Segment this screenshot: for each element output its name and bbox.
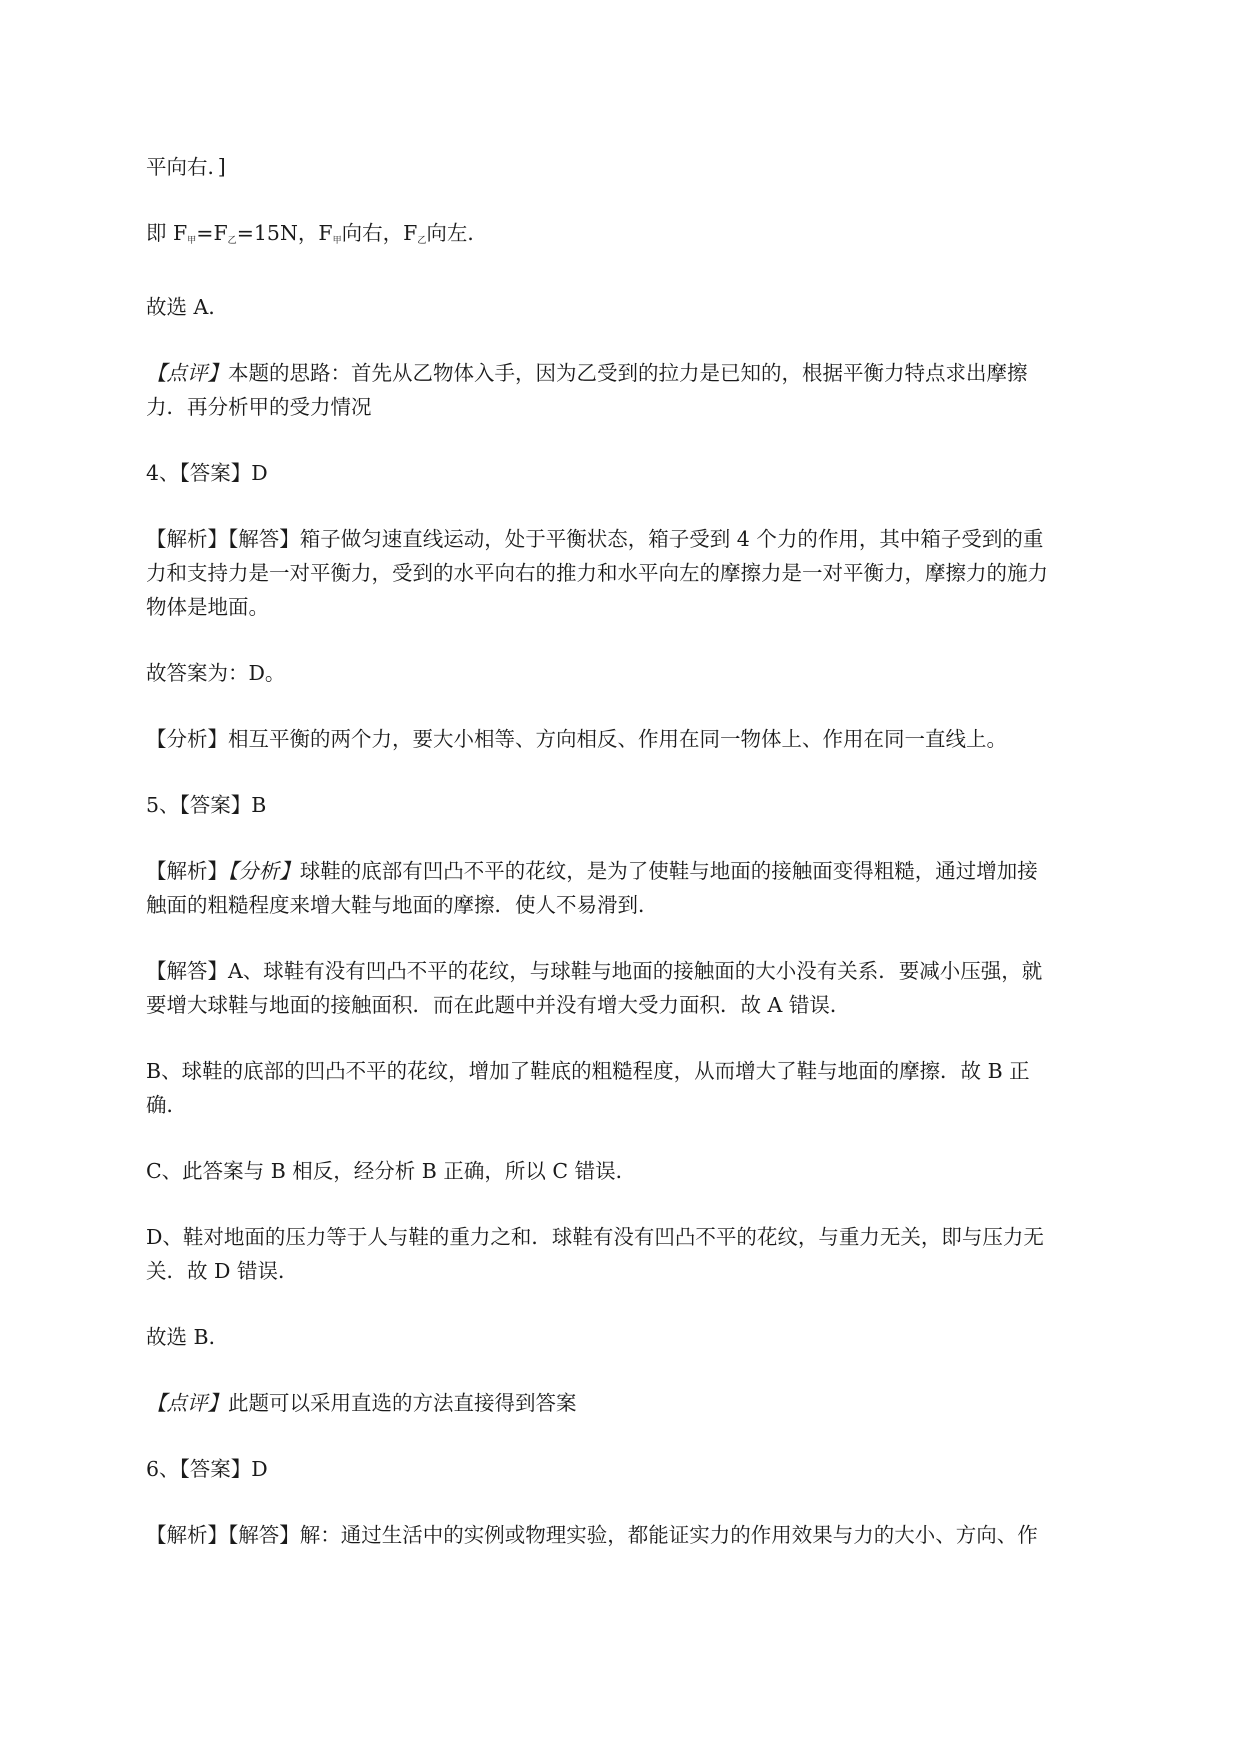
text-fragment — [146, 150, 1146, 184]
comment-paragraph — [146, 356, 1146, 424]
equation-part: =15N，F — [236, 221, 333, 245]
equation-part: 向左． — [426, 221, 488, 245]
paragraph-text: 故答案为：D。 — [146, 661, 286, 685]
paragraph-line — [146, 356, 1146, 390]
subscript-jia: 甲 — [187, 236, 197, 246]
solution-paragraph — [146, 954, 1146, 1022]
comment-tag: 【点评】 — [146, 361, 228, 385]
document-page — [146, 150, 1146, 1584]
comment-tag: 【点评】 — [146, 1391, 228, 1415]
comment-paragraph — [146, 1386, 1146, 1420]
paragraph-text: 平向右．] — [146, 155, 226, 179]
paragraph-text: 6、【答案】D — [146, 1457, 268, 1481]
question-answer-heading — [146, 788, 1146, 822]
paragraph-text: C、此答案与 B 相反，经分析 B 正确，所以 C 错误． — [146, 1159, 637, 1183]
paragraph-text: 【分析】相互平衡的两个力，要大小相等、方向相反、作用在同一物体上、作用在同一直线上。 — [146, 727, 1007, 751]
line-text: 此题可以采用直选的方法直接得到答案 — [228, 1391, 577, 1415]
analysis-paragraph — [146, 1518, 1146, 1552]
paragraph-line: 【解析】【解答】箱子做匀速直线运动，处于平衡状态，箱子受到 4 个力的作用，其中箱子受到的重 — [146, 527, 1044, 551]
paragraph-line: 力．再分析甲的受力情况 — [146, 395, 372, 419]
analysis-paragraph — [146, 854, 1146, 922]
question-answer-heading — [146, 1452, 1146, 1486]
analysis-tag: 【分析】 — [228, 859, 300, 883]
subscript-yi: 乙 — [417, 236, 427, 246]
paragraph-line: 触面的粗糙程度来增大鞋与地面的摩擦．使人不易滑到． — [146, 893, 659, 917]
subscript-yi: 乙 — [227, 236, 237, 246]
option-d-paragraph — [146, 1220, 1146, 1288]
answer-choice-line — [146, 1320, 1146, 1354]
option-b-paragraph — [146, 1054, 1146, 1122]
answer-line — [146, 656, 1146, 690]
section-tag: 【解析】 — [146, 859, 228, 883]
option-c-paragraph — [146, 1154, 1146, 1188]
line-text: 本题的思路：首先从乙物体入手，因为乙受到的拉力是已知的，根据平衡力特点求出摩擦 — [228, 361, 1028, 385]
question-answer-heading — [146, 456, 1146, 490]
force-equation-paragraph — [146, 216, 1146, 258]
equation-part: =F — [196, 221, 228, 245]
paragraph-line: 关．故 D 错误． — [146, 1259, 299, 1283]
paragraph-text: 4、【答案】D — [146, 461, 268, 485]
line-text: 球鞋的底部有凹凸不平的花纹，是为了使鞋与地面的接触面变得粗糙，通过增加接 — [299, 859, 1038, 883]
equation-part: 即 F — [146, 221, 188, 245]
paragraph-line — [146, 854, 1146, 888]
answer-choice-line — [146, 290, 1146, 324]
equation-part: 向右，F — [341, 221, 418, 245]
subscript-jia: 甲 — [332, 236, 342, 246]
paragraph-text: 故选 B． — [146, 1325, 230, 1349]
paragraph-line: D、鞋对地面的压力等于人与鞋的重力之和．球鞋有没有凹凸不平的花纹，与重力无关，即与压力无 — [146, 1225, 1044, 1249]
paragraph-text: 【解析】【解答】解：通过生活中的实例或物理实验，都能证实力的作用效果与力的大小、方向、作 — [146, 1523, 1038, 1547]
paragraph-line: 确． — [146, 1093, 187, 1117]
paragraph-line: 力和支持力是一对平衡力，受到的水平向右的推力和水平向左的摩擦力是一对平衡力，摩擦力的施力 — [146, 561, 1048, 585]
paragraph-line: 物体是地面。 — [146, 595, 269, 619]
paragraph-text: 故选 A． — [146, 295, 229, 319]
paragraph-line: 【解答】A、球鞋有没有凹凸不平的花纹，与球鞋与地面的接触面的大小没有关系．要减小压强，就 — [146, 959, 1043, 983]
paragraph-line: B、球鞋的底部的凹凸不平的花纹，增加了鞋底的粗糙程度，从而增大了鞋与地面的摩擦．故 B 正 — [146, 1059, 1030, 1083]
analysis-paragraph — [146, 522, 1146, 624]
analysis-note — [146, 722, 1146, 756]
paragraph-text: 5、【答案】B — [146, 793, 267, 817]
paragraph-line: 要增大球鞋与地面的接触面积．而在此题中并没有增大受力面积．故 A 错误． — [146, 993, 851, 1017]
